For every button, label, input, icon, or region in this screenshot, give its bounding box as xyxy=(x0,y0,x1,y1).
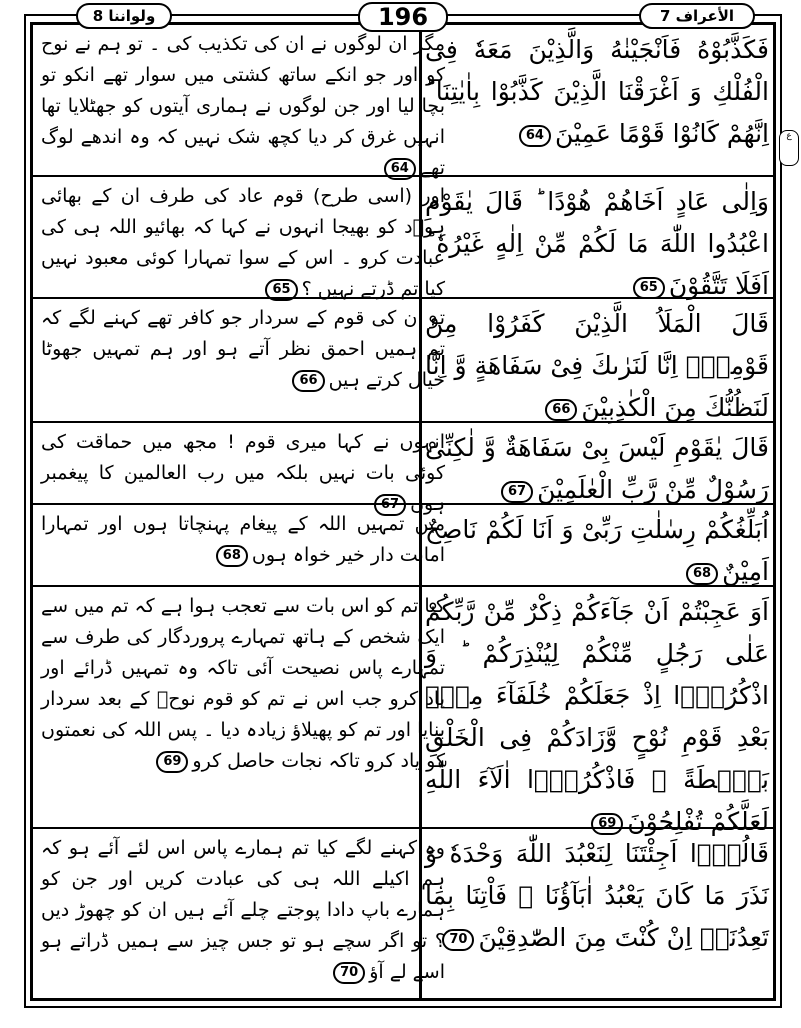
urdu-translation xyxy=(41,505,445,585)
ayah-number-badge: 67 xyxy=(501,481,533,503)
ayah-number-badge: 69 xyxy=(156,751,188,773)
urdu-text: وہ کہنے لگے کیا تم ہمارے پاس اس لئے آئے ہو کہ ہم اکیلے اللہ ہی کی عبادت کریں اور جن کو ہمارے باپ دادا پوجتے چلے آئے ہیں ان کو چھوڑ دیں ؟ تو اگر سچے ہو تو جس چیز سے ہمیں ڈراتے ہو اسے لے آؤ xyxy=(41,837,445,983)
arabic-text: قَالَ الْمَلَاُ الَّذِيْنَ كَفَرُوْا مِنْ قَوْمِهٖۤ اِنَّا لَنَرٰىكَ فِىْ سَفَاهَةٍ وَّ اِنَّا لَنَظُنُّكَ مِنَ الْكٰذِبِيْنَ xyxy=(425,309,769,422)
arabic-verse xyxy=(425,505,769,585)
arabic-verse xyxy=(425,25,769,175)
arabic-text: اُبَلِّغُكُمْ رِسٰلٰتِ رَبِّىْ وَ اَنَا لَكُمْ نَاصِحٌ اَمِيْنٌ xyxy=(425,515,769,586)
ayah-number-badge: 68 xyxy=(686,563,718,585)
ayah-row-70 xyxy=(33,829,773,995)
arabic-verse xyxy=(425,299,769,421)
urdu-text: میں تمہیں اللہ کے پیغام پہنچاتا ہوں اور تمہارا امانت دار خیر خواہ ہوں xyxy=(41,513,445,566)
arabic-text: قَالَ يٰقَوْمِ لَيْسَ بِىْ سَفَاهَةٌ وَّ لٰكِنِّىْ رَسُوْلٌ مِّنْ رَّبِّ الْعٰلَمِيْنَ xyxy=(425,433,769,504)
ayah-row-69 xyxy=(33,587,773,836)
arabic-verse xyxy=(425,177,769,300)
urdu-translation xyxy=(41,829,445,995)
urdu-translation xyxy=(41,423,445,515)
ayah-row-65 xyxy=(33,177,773,299)
page-number: 196 xyxy=(358,2,448,32)
urdu-translation xyxy=(41,177,445,300)
arabic-text: قَالُوْۤا اَجِئْتَنَا لِنَعْبُدَ اللّٰهَ وَحْدَهٗ وَ نَذَرَ مَا كَانَ يَعْبُدُ اٰبَآؤُنَا ۚ فَاْتِنَا بِمَا تَعِدُنَاۤ اِنْ كُنْتَ مِنَ الصّٰدِقِيْنَ xyxy=(425,839,769,952)
surah-label: الأعراف 7 xyxy=(639,3,755,29)
arabic-verse xyxy=(425,829,769,995)
ayah-number-badge: 66 xyxy=(545,399,577,421)
arabic-text: اَوَ عَجِبْتُمْ اَنْ جَآءَكُمْ ذِكْرٌ مِّنْ رَّبِّكُمْ عَلٰى رَجُلٍ مِّنْكُمْ لِيُنْذِرَكُمْ ؕ وَ اذْكُرُوْۤا اِذْ جَعَلَكُمْ خُلَفَآءَ مِنْۢ بَعْدِ قَوْمِ نُوْحٍ وَّزَادَكُمْ فِى الْخَلْقِ بَصْۜطَةً ۚ فَاذْكُرُوْۤا اٰلَآءَ اللّٰهِ لَعَلَّكُمْ تُفْلِحُوْنَ xyxy=(425,597,769,836)
arabic-text: وَاِلٰى عَادٍ اَخَاهُمْ هُوْدًا ؕ قَالَ يٰقَوْمِ اعْبُدُوا اللّٰهَ مَا لَكُمْ مِّنْ اِلٰهٍ غَيْرُهٗ ؕ اَفَلَا تَتَّقُوْنَ xyxy=(425,187,769,300)
ruku-marker-icon: ع xyxy=(779,130,799,166)
ayah-row-68 xyxy=(33,505,773,587)
ayah-number-badge: 70 xyxy=(333,962,365,984)
urdu-translation xyxy=(41,587,445,827)
arabic-verse xyxy=(425,423,769,503)
arabic-verse xyxy=(425,587,769,836)
urdu-text: تو ان کی قوم کے سردار جو کافر تھے کہنے لگے کہ تم ہمیں احمق نظر آتے ہو اور ہم تمہیں جھوٹا خیال کرتے ہیں xyxy=(41,307,445,391)
ayah-row-67 xyxy=(33,423,773,515)
ayah-number-badge: 65 xyxy=(265,279,297,301)
ayah-number-badge: 69 xyxy=(591,813,623,835)
arabic-text: فَكَذَّبُوْهُ فَاَنْجَيْنٰهُ وَالَّذِيْنَ مَعَهٗ فِى الْفُلْكِ وَ اَغْرَقْنَا الَّذِيْنَ كَذَّبُوْا بِاٰيٰتِنَا ؕ اِنَّهُمْ كَانُوْا قَوْمًا عَمِيْنَ xyxy=(425,35,769,148)
ayah-number-badge: 64 xyxy=(384,158,416,180)
ayah-row-66 xyxy=(33,299,773,423)
ayah-number-badge: 68 xyxy=(216,545,248,567)
urdu-text: کیا تم کو اس بات سے تعجب ہوا ہے کہ تم میں سے ایک شخص کے ہاتھ تمہارے پروردگار کی طرف سے تمہارے پاس نصیحت آئی تاکہ وہ تمہیں ڈرائے اور یاد کرو جب اس نے تم کو قوم نوحؑ کے بعد سردار بنایا اور تم کو پھیلاؤ زیادہ دیا ۔ پس اللہ کی نعمتوں کو یاد کرو تاکہ نجات حاصل کرو xyxy=(41,595,445,772)
urdu-text: مگر ان لوگوں نے ان کی تکذیب کی ۔ تو ہم نے نوح کو اور جو انکے ساتھ کشتی میں سوار تھے انکو تو بچا لیا اور جن لوگوں نے ہماری آیتوں کو جھٹلایا تھا انہیں غرق کر دیا کچھ شک نہیں کہ وہ اندھے لوگ تھے xyxy=(41,33,445,179)
ayah-number-badge: 66 xyxy=(292,370,324,392)
ayah-number-badge: 65 xyxy=(633,277,665,299)
urdu-translation xyxy=(41,25,445,179)
ayah-number-badge: 70 xyxy=(442,929,474,951)
urdu-text: اور (اسی طرح) قوم عاد کی طرف ان کے بھائی ہوؐد کو بھیجا انہوں نے کہا کہ بھائیو اللہ ہی کی عبادت کرو ۔ اس کے سوا تمہارا کوئی معبود نہیں کیا تم ڈرتے نہیں ؟ xyxy=(41,185,445,300)
ayah-row-64 xyxy=(33,25,773,177)
ayah-number-badge: 64 xyxy=(519,125,551,147)
para-label: ولواننا 8 xyxy=(76,3,172,29)
urdu-translation xyxy=(41,299,445,421)
ayah-number-badge: 67 xyxy=(374,494,406,516)
urdu-text: انہوں نے کہا میری قوم ! مجھ میں حماقت کی کوئی بات نہیں بلکہ میں رب العالمین کا پیغمبر ہوں xyxy=(41,431,445,515)
